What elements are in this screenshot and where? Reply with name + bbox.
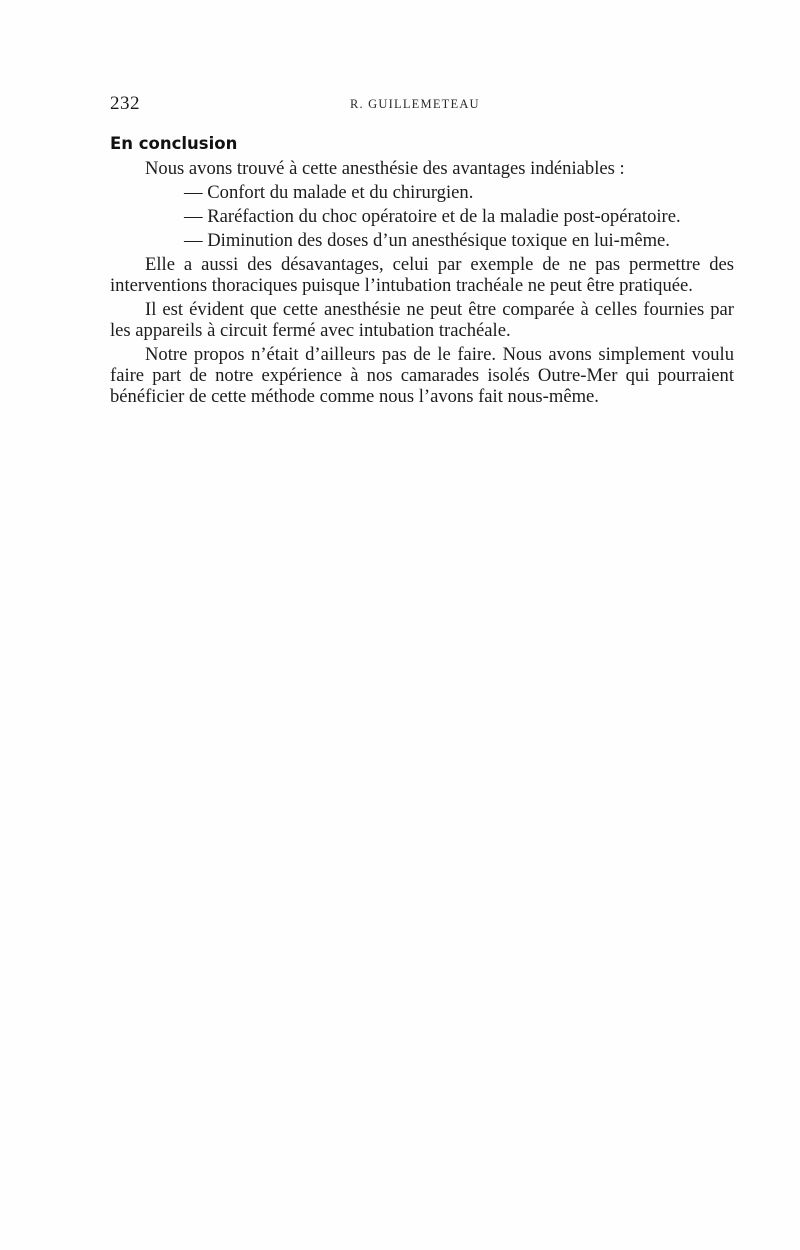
- paragraph-purpose: Notre propos n’était d’ailleurs pas de le faire. Nous avons simplement voulu faire part de notre expérience à nos camarades isolés Outre-Mer qui pourraient bénéficier de cette méthode comme nous l’avons fait nous-même.: [110, 344, 734, 407]
- paragraph-comparison: Il est évident que cette anesthésie ne peut être comparée à celles fournies par les appareils à circuit fermé avec intubation trachéale.: [110, 299, 734, 341]
- paragraph-disadvantages: Elle a aussi des désavantages, celui par exemple de ne pas permettre des interventions thoraciques puisque l’intubation trachéale ne peut être pratiquée.: [110, 254, 734, 296]
- list-item-dosage: — Diminution des doses d’un anesthésique toxique en lui-même.: [184, 230, 670, 251]
- list-item-shock: — Raréfaction du choc opératoire et de la maladie post-opératoire.: [184, 206, 681, 227]
- list-item-comfort: — Confort du malade et du chirurgien.: [184, 182, 474, 203]
- page-number: 232: [110, 93, 140, 114]
- running-author: R. GUILLEMETEAU: [350, 97, 480, 111]
- section-heading: En conclusion: [110, 134, 238, 153]
- paragraph-intro: Nous avons trouvé à cette anesthésie des avantages indéniables :: [145, 158, 625, 179]
- running-header: [110, 93, 734, 117]
- body-text: [110, 158, 734, 410]
